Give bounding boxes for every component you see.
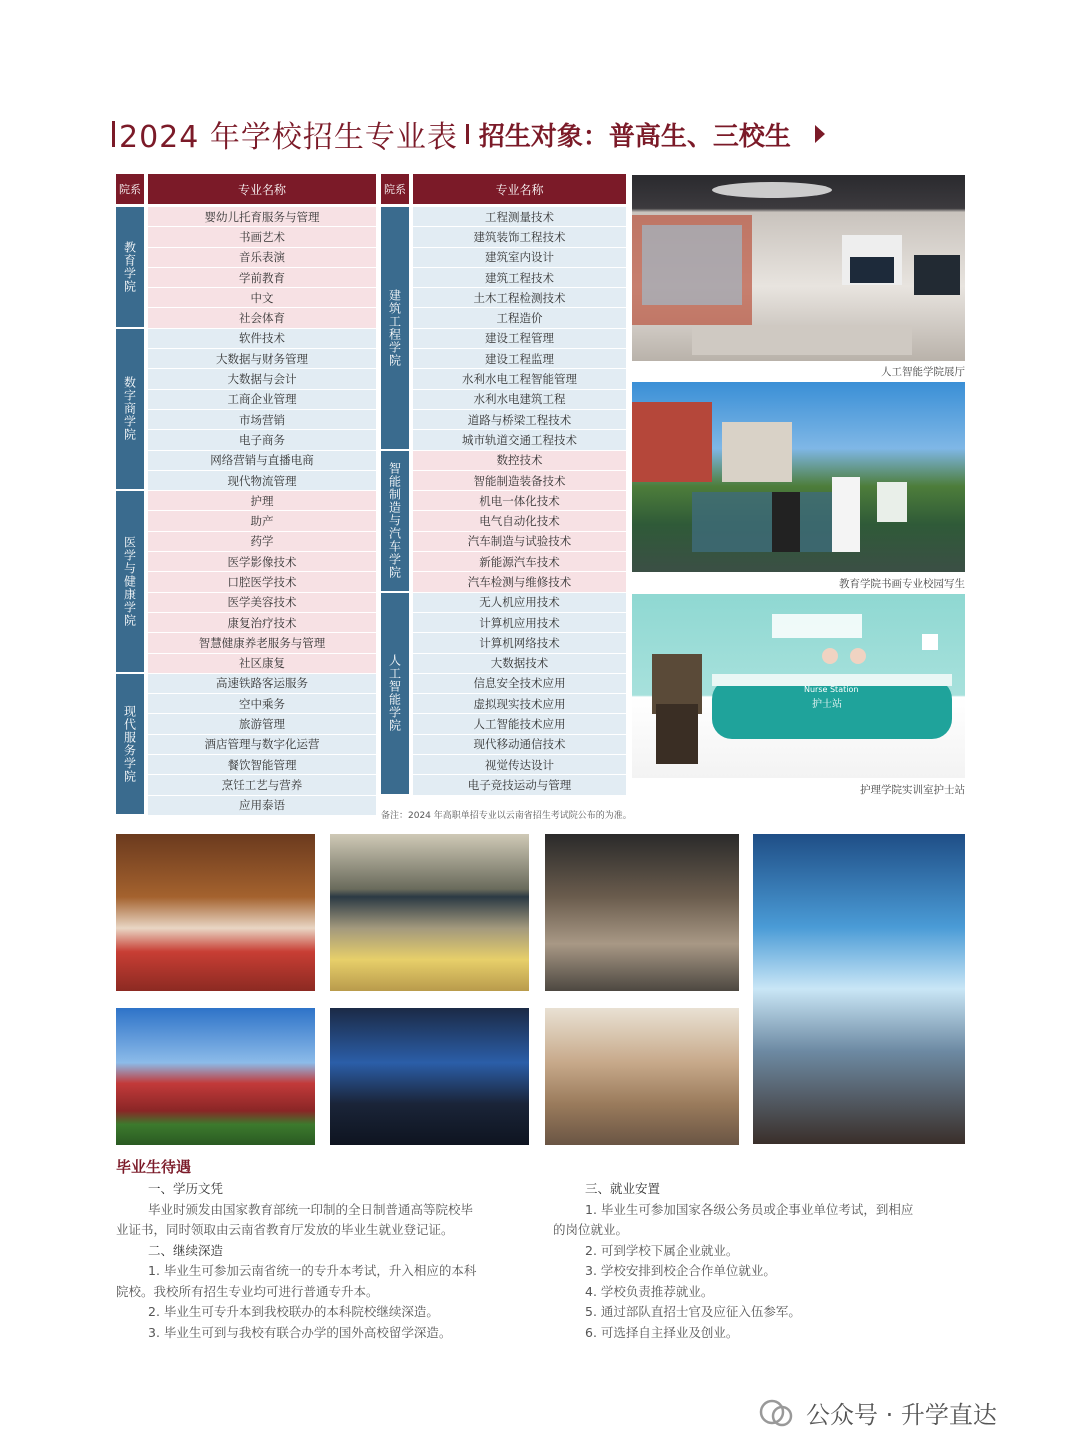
major-cell: 城市轨道交通工程技术 (413, 430, 626, 450)
text-line: 2. 可到学校下属企业就业。 (585, 1242, 739, 1258)
dept-cell: 现代服务学院 (116, 674, 144, 816)
major-cell: 学前教育 (148, 268, 376, 288)
major-cell: 现代物流管理 (148, 471, 376, 491)
text-line: 3. 学校安排到校企合作单位就业。 (585, 1263, 776, 1278)
major-cell: 水利水电工程智能管理 (413, 369, 626, 389)
major-cell: 烹饪工艺与营养 (148, 775, 376, 795)
major-cell: 汽车检测与维修技术 (413, 572, 626, 592)
major-cell: 工程造价 (413, 308, 626, 328)
dept-cell: 数字商学院 (116, 329, 144, 491)
dept-cell: 教育学院 (116, 207, 144, 329)
major-cell: 新能源汽车技术 (413, 552, 626, 572)
dept-cell: 智能制造与汽车学院 (381, 451, 409, 593)
text-line: 的岗位就业。 (553, 1222, 629, 1237)
major-cell: 电子竞技运动与管理 (413, 775, 626, 795)
major-cell: 社会体育 (148, 308, 376, 328)
text-line: 院校。我校所有招生专业均可进行普通专升本。 (116, 1283, 379, 1299)
watermark-text: 公众号 · 升学直达 (806, 1401, 997, 1429)
text-line: 毕业时颁发由国家教育部统一印制的全日制普通高等院校毕 (148, 1201, 474, 1217)
dept-cell: 人工智能学院 (381, 593, 409, 796)
major-cell: 水利水电建筑工程 (413, 390, 626, 410)
text-line: 6. 可选择自主择业及创业。 (585, 1324, 739, 1340)
major-cell: 社区康复 (148, 654, 376, 674)
dormitory-photo (545, 1008, 739, 1145)
wechat-icon (758, 1398, 796, 1428)
page-title: 2024 年学校招生专业表 (119, 120, 458, 155)
major-cell: 药学 (148, 532, 376, 552)
control-room-photo (330, 1008, 529, 1145)
major-cell: 土木工程检测技术 (413, 288, 626, 308)
major-cell: 建筑工程技术 (413, 268, 626, 288)
major-cell: 机电一体化技术 (413, 491, 626, 511)
major-cell: 软件技术 (148, 329, 376, 349)
lecture-hall-photo (330, 834, 529, 991)
major-cell: 现代移动通信技术 (413, 735, 626, 755)
major-cell: 工商企业管理 (148, 390, 376, 410)
major-cell: 餐饮智能管理 (148, 755, 376, 775)
major-cell: 高速铁路客运服务 (148, 674, 376, 694)
ai-exhibition-photo (632, 175, 965, 361)
atrium-photo (753, 834, 965, 1144)
major-cell: 网络营销与直播电商 (148, 451, 376, 471)
further-study-subtitle: 二、继续深造 (148, 1242, 224, 1258)
major-table-right (381, 174, 626, 796)
nurse-station-sign-en: Nurse Station (804, 685, 859, 694)
table-note: 备注：2024 年高职单招专业以云南省招生考试院公布的为准。 (381, 811, 632, 821)
text-line: 业证书，同时领取由云南省教育厅发放的毕业生就业登记证。 (116, 1222, 454, 1237)
text-line: 1. 毕业生可参加云南省统一的专升本考试，升入相应的本科 (148, 1263, 477, 1278)
major-cell: 大数据与会计 (148, 369, 376, 389)
watermark (758, 1395, 997, 1430)
major-cell: 无人机应用技术 (413, 593, 626, 613)
text-line: 5. 通过部队直招士官及应征入伍参军。 (585, 1304, 801, 1319)
major-cell: 建筑室内设计 (413, 248, 626, 268)
education-subtitle: 一、学历文凭 (148, 1181, 224, 1196)
major-cell: 应用泰语 (148, 796, 376, 816)
nurse-station-photo (632, 594, 965, 778)
dept-header: 院系 (116, 174, 144, 204)
major-cell: 信息安全技术应用 (413, 674, 626, 694)
major-cell: 书画艺术 (148, 227, 376, 247)
major-cell: 医学美容技术 (148, 593, 376, 613)
major-cell: 智能制造装备技术 (413, 471, 626, 491)
major-cell: 助产 (148, 511, 376, 531)
major-cell: 医学影像技术 (148, 552, 376, 572)
major-cell: 智慧健康养老服务与管理 (148, 633, 376, 653)
header-bar (112, 121, 115, 147)
nurse-station-sign-zh: 护士站 (812, 699, 842, 710)
major-cell: 计算机应用技术 (413, 613, 626, 633)
major-cell: 护理 (148, 491, 376, 511)
major-cell: 虚拟现实技术应用 (413, 694, 626, 714)
sketching-photo (632, 382, 965, 572)
major-cell: 数控技术 (413, 451, 626, 471)
library-photo (545, 834, 739, 991)
major-cell: 婴幼儿托育服务与管理 (148, 207, 376, 227)
text-line: 4. 学校负责推荐就业。 (585, 1283, 714, 1299)
major-cell: 人工智能技术应用 (413, 714, 626, 734)
graduate-section-title: 毕业生待遇 (116, 1158, 192, 1176)
dept-header: 院系 (381, 174, 409, 204)
major-cell: 音乐表演 (148, 248, 376, 268)
dept-cell: 医学与健康学院 (116, 491, 144, 674)
major-cell: 中文 (148, 288, 376, 308)
major-cell: 道路与桥梁工程技术 (413, 410, 626, 430)
major-cell: 大数据技术 (413, 654, 626, 674)
major-cell: 空中乘务 (148, 694, 376, 714)
major-cell: 口腔医学技术 (148, 572, 376, 592)
text-line: 2. 毕业生可专升本到我校联办的本科院校继续深造。 (148, 1304, 439, 1319)
major-header: 专业名称 (148, 174, 376, 204)
major-cell: 电气自动化技术 (413, 511, 626, 531)
graduate-left-column (116, 1179, 536, 1343)
major-cell: 市场营销 (148, 410, 376, 430)
major-table-left (116, 174, 376, 816)
major-cell: 电子商务 (148, 430, 376, 450)
text-line: 1. 毕业生可参加国家各级公务员或企事业单位考试，到相应 (585, 1201, 914, 1217)
auditorium-photo (116, 834, 315, 991)
major-cell: 大数据与财务管理 (148, 349, 376, 369)
major-cell: 建筑装饰工程技术 (413, 227, 626, 247)
header-divider (466, 124, 469, 144)
page-subtitle: 招生对象：普高生、三校生 (478, 121, 791, 152)
graduate-right-column (553, 1179, 973, 1343)
photo-caption: 教育学院书画专业校园写生 (839, 578, 965, 590)
major-cell: 旅游管理 (148, 714, 376, 734)
page-header (112, 112, 825, 156)
major-header: 专业名称 (413, 174, 626, 204)
arrow-right-icon (815, 125, 825, 143)
major-cell: 建设工程管理 (413, 329, 626, 349)
major-cell: 康复治疗技术 (148, 613, 376, 633)
major-cell: 建设工程监理 (413, 349, 626, 369)
photo-caption: 护理学院实训室护士站 (860, 784, 965, 796)
major-cell: 视觉传达设计 (413, 755, 626, 775)
dance-team-photo (116, 1008, 315, 1145)
photo-caption: 人工智能学院展厅 (881, 366, 965, 378)
text-line: 3. 毕业生可到与我校有联合办学的国外高校留学深造。 (148, 1324, 452, 1340)
major-cell: 计算机网络技术 (413, 633, 626, 653)
dept-cell: 建筑工程学院 (381, 207, 409, 451)
major-cell: 汽车制造与试验技术 (413, 532, 626, 552)
major-cell: 工程测量技术 (413, 207, 626, 227)
major-cell: 酒店管理与数字化运营 (148, 735, 376, 755)
employment-subtitle: 三、就业安置 (585, 1181, 661, 1196)
